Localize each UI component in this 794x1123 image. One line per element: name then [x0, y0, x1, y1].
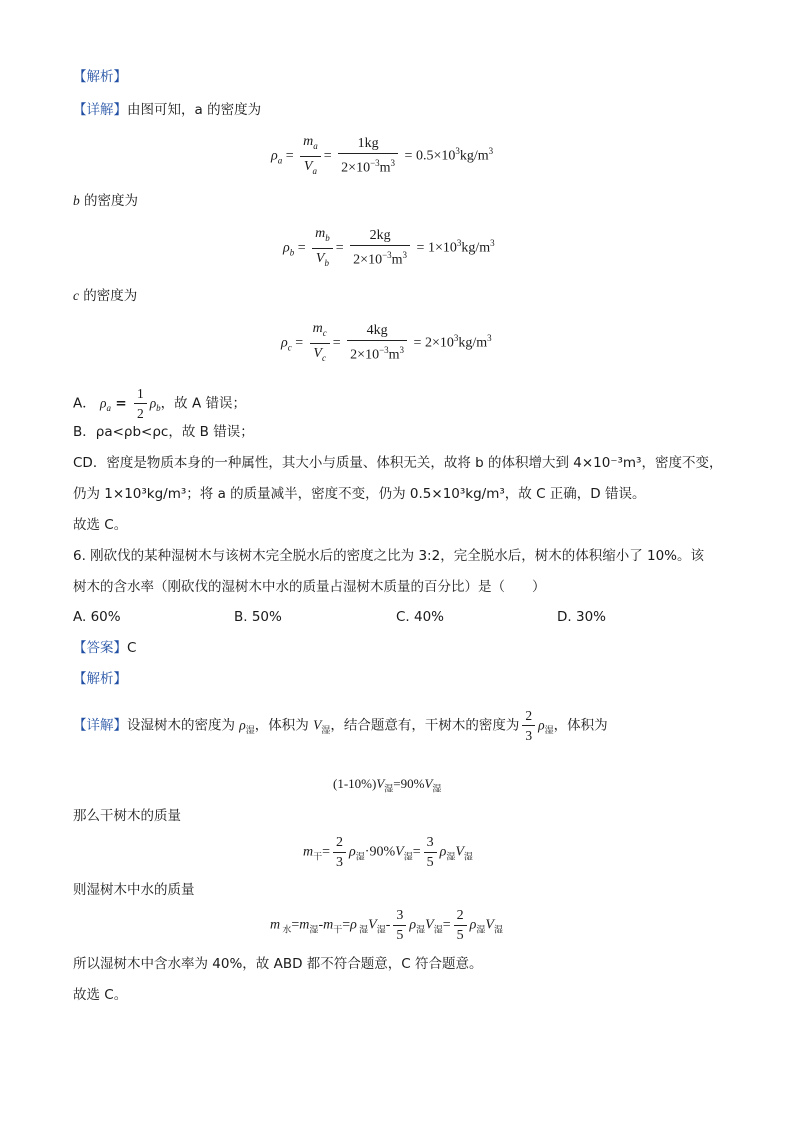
- density-c-equation: $\rho_c$ = $\frac{m_c}{V_c}$ = $\frac{4kg}{2\times 10^{-3}m^3}$ = $2\times 10^3kg/m^3$: [281, 321, 492, 364]
- detail-line-2: 【详解】设湿树木的密度为 $\rho_湿$，体积为 $V_湿$，结合题意有，干树木的密度为 $\frac{2}{3}$ $\rho_湿$，体积为: [73, 708, 608, 743]
- answer-value: C: [127, 640, 137, 656]
- option-c: C. 40%: [396, 609, 445, 625]
- question-6-line2: 树木的含水率（刚砍伐的湿树木中水的质量占湿树木质量的百分比）是（ ）: [73, 579, 546, 595]
- option-d: D. 30%: [557, 609, 606, 625]
- density-c-label: c 的密度为: [73, 288, 138, 304]
- detail-line: [73, 101, 261, 119]
- section-analysis-label: 【解析】: [73, 69, 127, 85]
- dry-mass-equation: $m_干=$ $\frac{2}{3}$ $\rho_湿\cdot 90\%V_湿=$ $\frac{3}{5}$ $\rho_湿V_湿$: [303, 835, 473, 870]
- choose-line: 故选 C。: [73, 517, 128, 533]
- volume-equation: $(1-10\%)V_湿=90\%V_湿$: [333, 776, 442, 794]
- option-a: A. 60%: [73, 609, 121, 625]
- answer-line: [73, 639, 136, 657]
- option-cd-analysis-line1: CD．密度是物质本身的一种属性，其大小与质量、体积无关，故将 b 的体积增大到 4×10⁻³m³，密度不变，: [73, 455, 723, 471]
- answer-label: 【答案】: [73, 640, 127, 656]
- detail-label-2: 【详解】: [73, 717, 127, 734]
- density-a-equation: $\rho_a$ = $\frac{m_a}{V_a}$ = $\frac{1kg}{2\times 10^{-3}m^3}$ = $0.5\times 10^3kg/m^3$: [271, 134, 494, 177]
- option-b: B. 50%: [234, 609, 282, 625]
- density-b-equation: $\rho_b$ = $\frac{m_b}{V_b}$ = $\frac{2kg}{2\times 10^{-3}m^3}$ = $1\times 10^3kg/m^3$: [283, 226, 495, 269]
- option-a-analysis: A． $\rho_a$ = $\frac{1}{2}$ $\rho_b$，故 A 错误；: [73, 386, 246, 421]
- choose-line-2: 故选 C。: [73, 987, 128, 1003]
- section-analysis-label-2: 【解析】: [73, 671, 127, 687]
- option-b-analysis: B．ρa<ρb<ρc，故 B 错误；: [73, 424, 254, 440]
- detail-text: 由图可知，a 的密度为: [127, 102, 262, 118]
- detail-label: 【详解】: [73, 102, 127, 118]
- conclusion-line: 所以湿树木中含水率为 40%，故 ABD 都不符合题意，C 符合题意。: [73, 956, 483, 972]
- question-6-line1: 6. 刚砍伐的某种湿树木与该树木完全脱水后的密度之比为 3:2，完全脱水后，树木的体积缩小了 10%。该: [73, 548, 704, 564]
- water-mass-equation: m $_水=m_湿-m_干=\rho$ $_湿V_湿-$ $\frac{3}{5}$ $\rho_湿V_湿=$ $\frac{2}{5}$ $\rho_湿V_湿$: [270, 908, 503, 943]
- water-mass-label: 则湿树木中水的质量: [73, 882, 195, 898]
- density-b-label: b 的密度为: [73, 193, 139, 209]
- dry-mass-label: 那么干树木的质量: [73, 808, 181, 824]
- option-cd-analysis-line2: 仍为 1×10³kg/m³；将 a 的质量减半，密度不变，仍为 0.5×10³kg/m³，故 C 正确，D 错误。: [73, 486, 646, 502]
